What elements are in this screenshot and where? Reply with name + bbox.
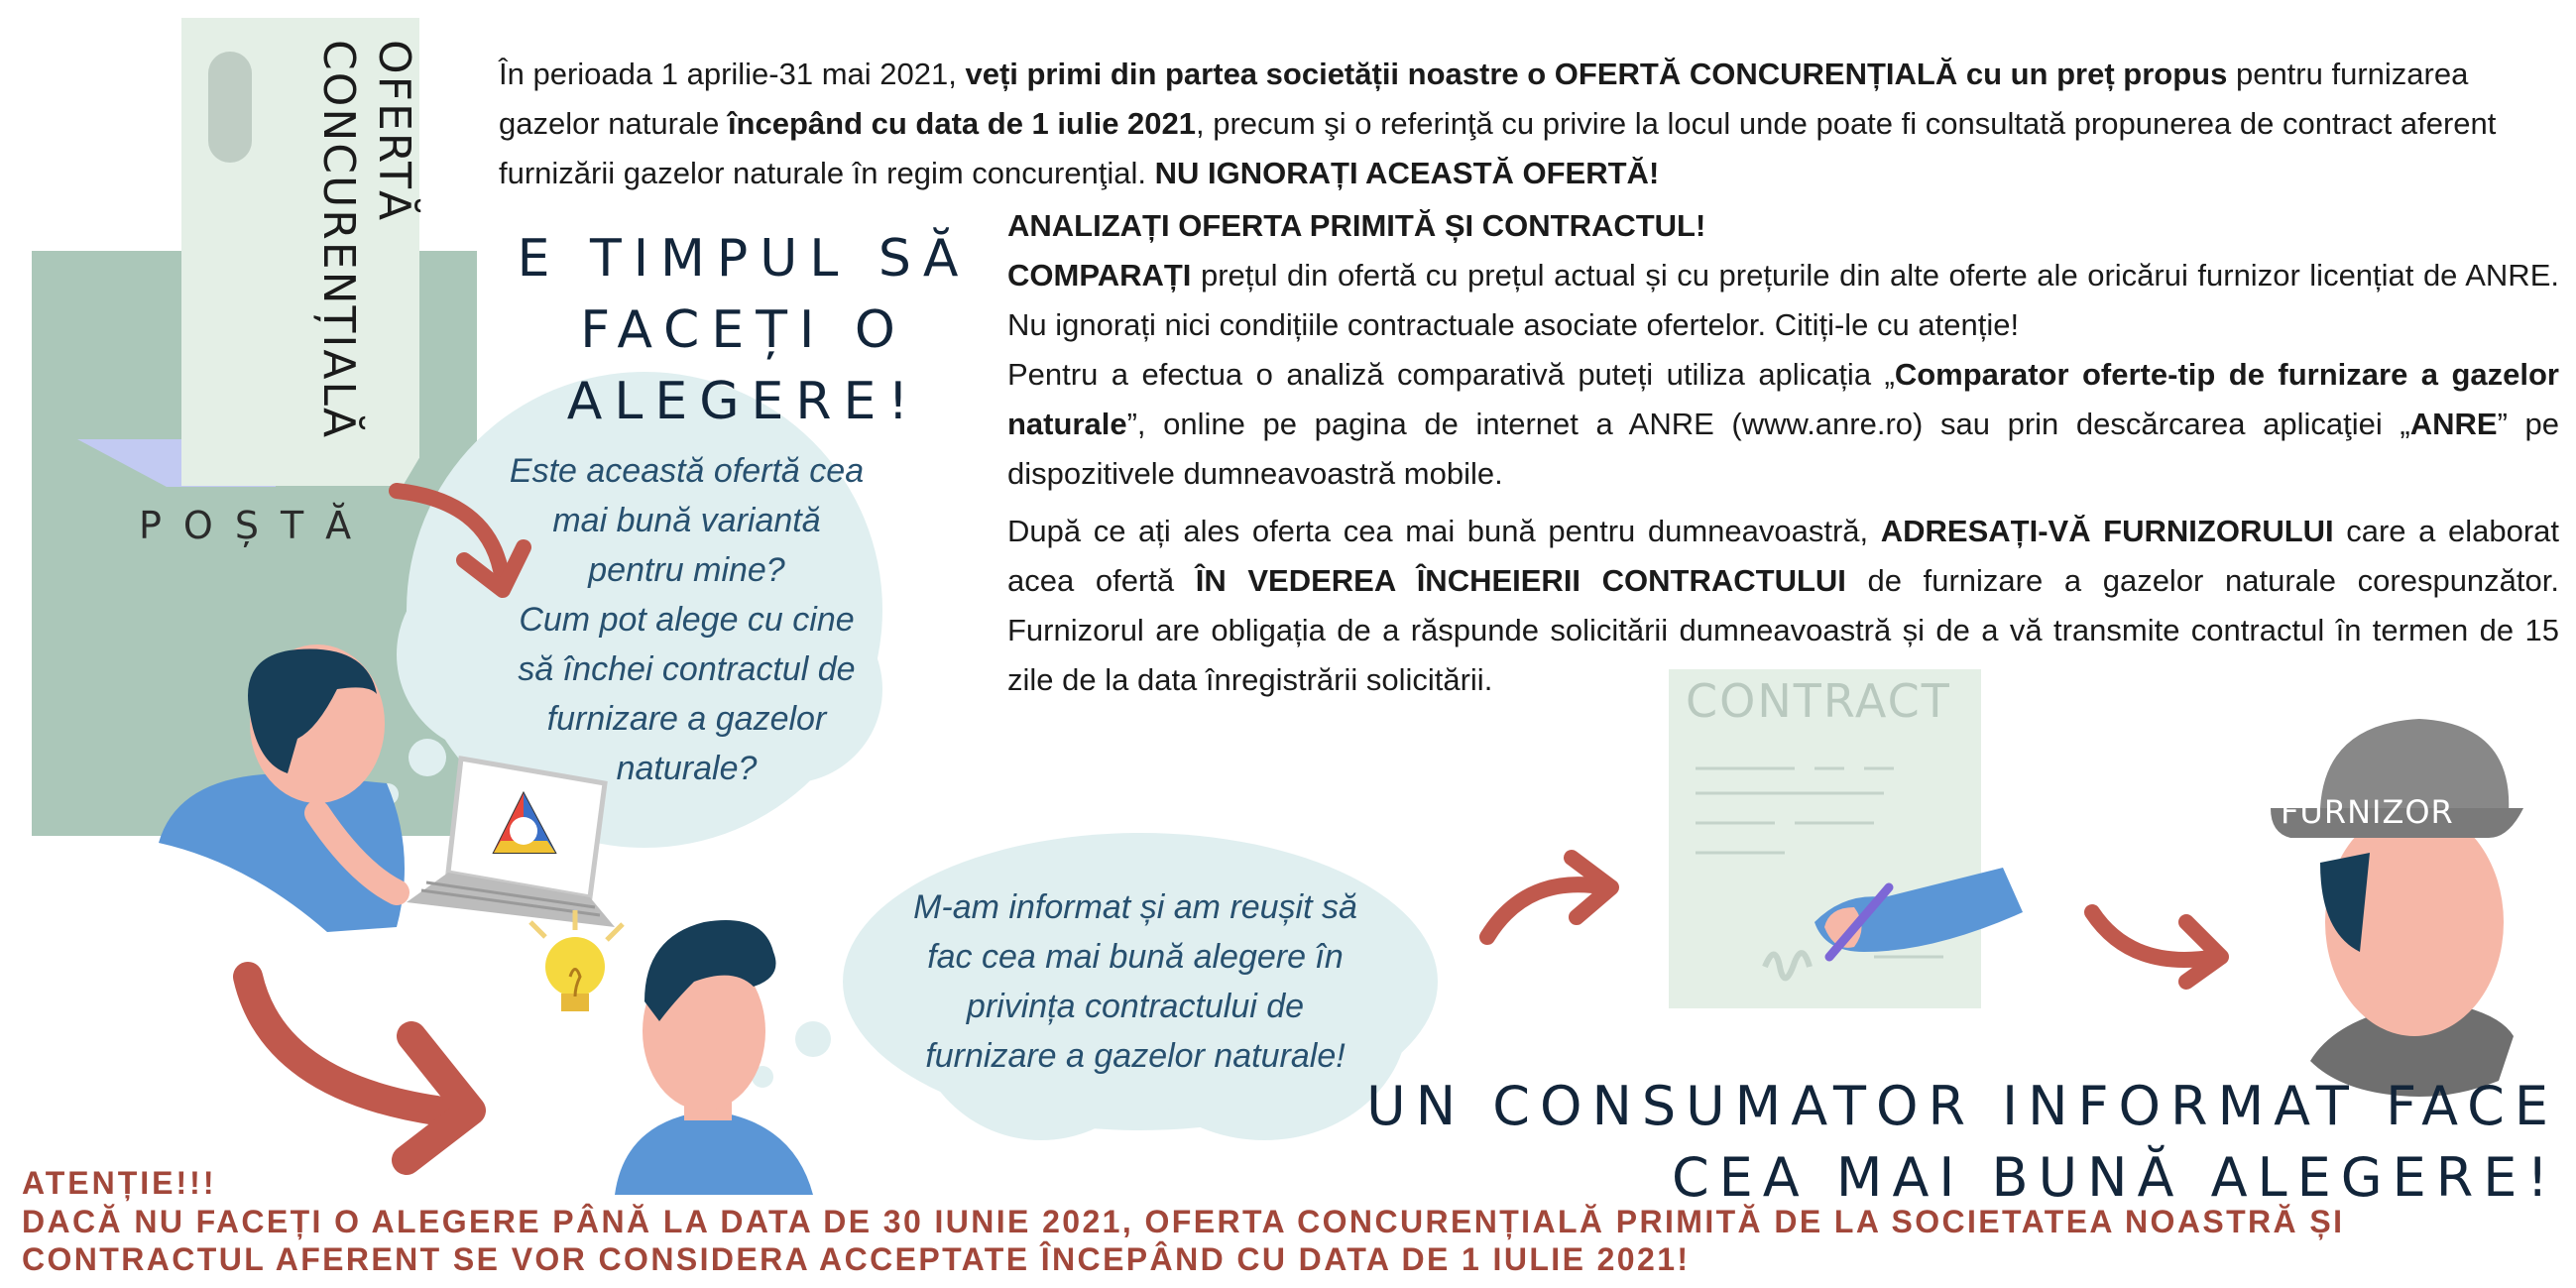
warning-text: DACĂ NU FACEȚI O ALEGERE PÂNĂ LA DATA DE 30 IUNIE 2021, OFERTA CONCURENȚIALĂ PRIMITĂ DE LA SOCIETATEA NOASTRĂ ȘI CONTRACTUL AFERENT SE VOR CONSIDERA ACCEPTATE ÎNCEPÂND CU DATA DE 1 IULIE 2021! — [22, 1204, 2345, 1277]
mailbox-label: POȘTĂ — [139, 504, 374, 547]
question-thought-text: Este această ofertă cea mai bună variantă pentru mine? Cum pot alege cu cine să închei contractul de furnizare a gazelor naturale? — [509, 452, 865, 787]
tool-text: ” pe dispozitivele dumneavoastră mobile. — [1007, 407, 2559, 491]
next-steps-bold: ADRESAȚI-VĂ FURNIZORULUI — [1880, 514, 2334, 548]
next-steps-text: care a elaborat acea ofertă — [1007, 514, 2560, 598]
signing-hand-icon — [1815, 868, 2023, 957]
envelope-label: OFERTĂ CONCURENȚIALĂ — [313, 40, 419, 440]
compare-paragraph — [1007, 251, 2559, 350]
next-steps-text: După ce ați ales oferta cea mai bună pentru dumneavoastră, — [1007, 514, 1881, 548]
supplier-helmet-label: FURNIZOR — [2281, 793, 2454, 831]
tool-name: Comparator oferte-tip de furnizare a gazelor naturale — [1007, 357, 2559, 441]
contract-title: CONTRACT — [1686, 674, 1951, 728]
intro-bold: începând cu data de 1 iulie 2021 — [727, 106, 1197, 141]
instructions-block — [1007, 201, 2559, 705]
intro-text: pentru furnizarea gazelor naturale — [499, 57, 2469, 141]
tool-text: ”, online pe pagina de internet a ANRE (www.anre.ro) sau prin descărcarea aplicaţiei „ — [1126, 407, 2410, 441]
intro-bold: veți primi din partea societății noastre o OFERTĂ CONCURENȚIALĂ cu un preț propus — [965, 57, 2228, 91]
instructions-heading: ANALIZAȚI OFERTA PRIMITĂ ȘI CONTRACTUL! — [1007, 208, 1706, 243]
tool-text: Pentru a efectua o analiză comparativă puteți utiliza aplicația „ — [1007, 357, 1895, 392]
closing-slogan: UN CONSUMATOR INFORMAT FACE CEA MAI BUNĂ ALEGERE! — [1366, 1075, 2558, 1209]
next-steps-text: de furnizare a gazelor naturale corespunzător. Furnizorul are obligația de a răspunde solicitării dumneavoastră și de a vă transmite contractul în termen de 15 zile de la data înregistrării solicitării. — [1007, 563, 2559, 697]
intro-paragraph — [499, 50, 2556, 198]
app-name: ANRE — [2409, 407, 2498, 441]
intro-text: , precum şi o referinţă cu privire la locul unde poate fi consultată propunerea de contract aferent furnizării gazelor naturale în regim concurenţial. — [499, 106, 2497, 190]
intro-text: În perioada 1 aprilie-31 mai 2021, — [499, 57, 966, 91]
tool-paragraph — [1007, 350, 2559, 499]
intro-warning: NU IGNORAȚI ACEASTĂ OFERTĂ! — [1154, 156, 1660, 190]
compare-bold: COMPARAȚI — [1007, 258, 1192, 293]
compare-text: prețul din ofertă cu prețul actual și cu prețurile din alte oferte ale oricărui furnizor licențiat de ANRE. Nu ignorați nici condițiile contractuale asociate ofertelor. Citiți-le cu atenție! — [1007, 258, 2559, 342]
answer-thought-text: M-am informat și am reușit să fac cea mai bună alegere în privința contractului de furnizare a gazelor naturale! — [913, 888, 1357, 1075]
next-steps-paragraph — [1007, 507, 2559, 705]
headline: E TIMPUL SĂ FACEȚI O ALEGERE! — [517, 229, 971, 431]
next-steps-bold: ÎN VEDEREA ÎNCHEIERII CONTRACTULUI — [1195, 563, 1846, 598]
warning-title: ATENȚIE!!! — [22, 1165, 217, 1201]
